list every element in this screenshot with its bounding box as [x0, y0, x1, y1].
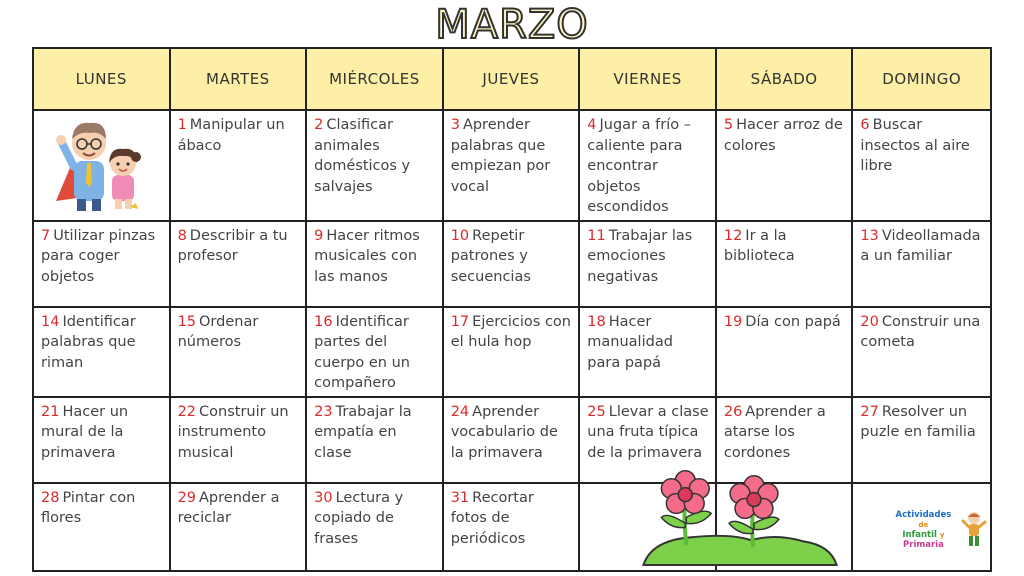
day-activity: Pintar con flores [41, 489, 136, 527]
logo-line-3 [883, 530, 963, 550]
weekday-header-domingo: DOMINGO [853, 49, 990, 111]
day-number: 13 [860, 227, 879, 244]
day-number: 2 [314, 117, 324, 133]
day-number: 4 [587, 117, 597, 133]
day-activity: Ejercicios con el hula hop [450, 313, 571, 351]
day-number: 23 [314, 403, 333, 420]
day-cell [717, 111, 854, 222]
day-activity: Aprender a atarse los cordones [723, 403, 826, 461]
day-activity: Clasificar animales domésticos y salvajes [314, 117, 411, 195]
day-activity: Resolver un puzle en familia [860, 403, 976, 441]
day-number: 16 [314, 313, 333, 330]
day-activity: Describir a tu profesor [177, 227, 288, 264]
day-cell [171, 308, 308, 398]
day-cell-empty [34, 111, 171, 222]
day-cell [34, 308, 171, 398]
father-and-daughter-illustration [44, 113, 164, 217]
day-number: 28 [41, 489, 60, 506]
day-number: 7 [41, 227, 51, 244]
day-number: 24 [450, 403, 470, 420]
weekday-header-martes: MARTES [171, 49, 308, 111]
day-activity: Trabajar la empatía en clase [314, 403, 412, 461]
day-cell [171, 222, 308, 308]
day-number: 26 [723, 403, 743, 420]
day-cell [444, 308, 581, 398]
day-activity: Jugar a frío – caliente para encontrar objetos escondidos [587, 117, 691, 215]
day-cell [444, 398, 581, 484]
day-cell [307, 222, 444, 308]
day-activity: Trabajar las emociones negativas [587, 227, 693, 285]
day-cell [853, 222, 990, 308]
day-cell-empty [580, 484, 717, 570]
day-number: 27 [860, 403, 879, 420]
day-activity: Aprender palabras que empiezan por vocal [450, 117, 551, 195]
day-number: 15 [177, 313, 197, 330]
weekday-header-sabado: SÁBADO [717, 49, 854, 111]
day-cell [171, 398, 308, 484]
day-cell [171, 484, 308, 570]
day-activity: Hacer un mural de la primavera [41, 403, 129, 461]
day-activity: Buscar insectos al aire libre [860, 117, 970, 174]
day-number: 17 [450, 313, 470, 330]
page-title: MARZO [435, 2, 589, 48]
logo-line-1: Actividades [895, 509, 952, 520]
weekday-header-viernes: VIERNES [580, 49, 717, 111]
day-number: 10 [450, 227, 470, 244]
day-cell [717, 398, 854, 484]
weekday-header-miercoles: MIÉRCOLES [307, 49, 444, 111]
logo-word-y: y [939, 530, 945, 539]
day-number: 22 [177, 403, 197, 420]
day-cell [580, 222, 717, 308]
weekday-header-jueves: JUEVES [444, 49, 581, 111]
day-activity: Construir un instrumento musical [177, 403, 289, 461]
day-activity: Recortar fotos de periódicos [450, 489, 534, 547]
day-number: 18 [587, 313, 606, 330]
day-number: 9 [314, 227, 324, 244]
day-number: 1 [177, 117, 187, 133]
day-cell [171, 111, 308, 222]
day-number: 25 [587, 403, 606, 420]
day-number: 3 [450, 117, 460, 133]
day-number: 31 [450, 489, 470, 506]
day-activity: Lectura y copiado de frases [314, 489, 404, 547]
day-cell [717, 222, 854, 308]
day-activity: Aprender a reciclar [177, 489, 280, 527]
day-cell [34, 398, 171, 484]
day-cell [853, 308, 990, 398]
day-number: 6 [860, 117, 870, 133]
day-cell [444, 484, 581, 570]
day-activity: Hacer arroz de colores [723, 117, 843, 154]
day-cell [307, 484, 444, 570]
day-number: 30 [314, 489, 333, 506]
day-activity: Hacer ritmos musicales con las manos [314, 227, 420, 285]
day-cell [307, 308, 444, 398]
day-number: 29 [177, 489, 197, 506]
day-activity: Llevar a clase una fruta típica de la primavera [587, 403, 709, 461]
logo [883, 510, 963, 550]
day-activity: Videollamada a un familiar [860, 227, 981, 264]
day-number: 5 [723, 117, 734, 133]
day-cell [34, 484, 171, 570]
day-cell [307, 111, 444, 222]
day-activity: Identificar partes del cuerpo en un compañero [314, 313, 410, 392]
day-activity: Identificar palabras que riman [41, 313, 136, 371]
day-activity: Ir a la biblioteca [723, 227, 795, 264]
day-activity: Utilizar pinzas para coger objetos [41, 227, 156, 285]
day-cell [444, 111, 581, 222]
day-number: 8 [177, 227, 187, 244]
day-activity: Manipular un ábaco [177, 117, 285, 154]
day-number: 14 [41, 313, 60, 330]
day-number: 11 [587, 227, 606, 244]
day-cell [34, 222, 171, 308]
logo-word-infantil: Infantil [902, 529, 937, 540]
day-activity: Día con papá [745, 313, 841, 330]
kid-figure-icon [961, 510, 987, 548]
day-cell [853, 398, 990, 484]
day-cell [853, 111, 990, 222]
day-number: 19 [723, 313, 743, 330]
logo-word-primaria: Primaria [903, 539, 944, 550]
day-cell [307, 398, 444, 484]
day-cell [580, 398, 717, 484]
logo-cell [853, 484, 990, 570]
weekday-header-lunes: LUNES [34, 49, 171, 111]
day-cell [444, 222, 581, 308]
logo-line-2: de [918, 520, 929, 529]
day-activity: Ordenar números [177, 313, 259, 351]
day-cell [580, 111, 717, 222]
day-cell [580, 308, 717, 398]
day-activity: Repetir patrones y secuencias [450, 227, 531, 285]
day-activity: Construir una cometa [860, 313, 981, 351]
day-activity: Hacer manualidad para papá [587, 313, 673, 371]
day-cell [717, 308, 854, 398]
day-number: 20 [860, 313, 879, 330]
day-number: 21 [41, 403, 60, 420]
calendar-grid [32, 47, 992, 572]
day-cell-empty [717, 484, 854, 570]
day-number: 12 [723, 227, 743, 244]
day-activity: Aprender vocabulario de la primavera [450, 403, 558, 461]
